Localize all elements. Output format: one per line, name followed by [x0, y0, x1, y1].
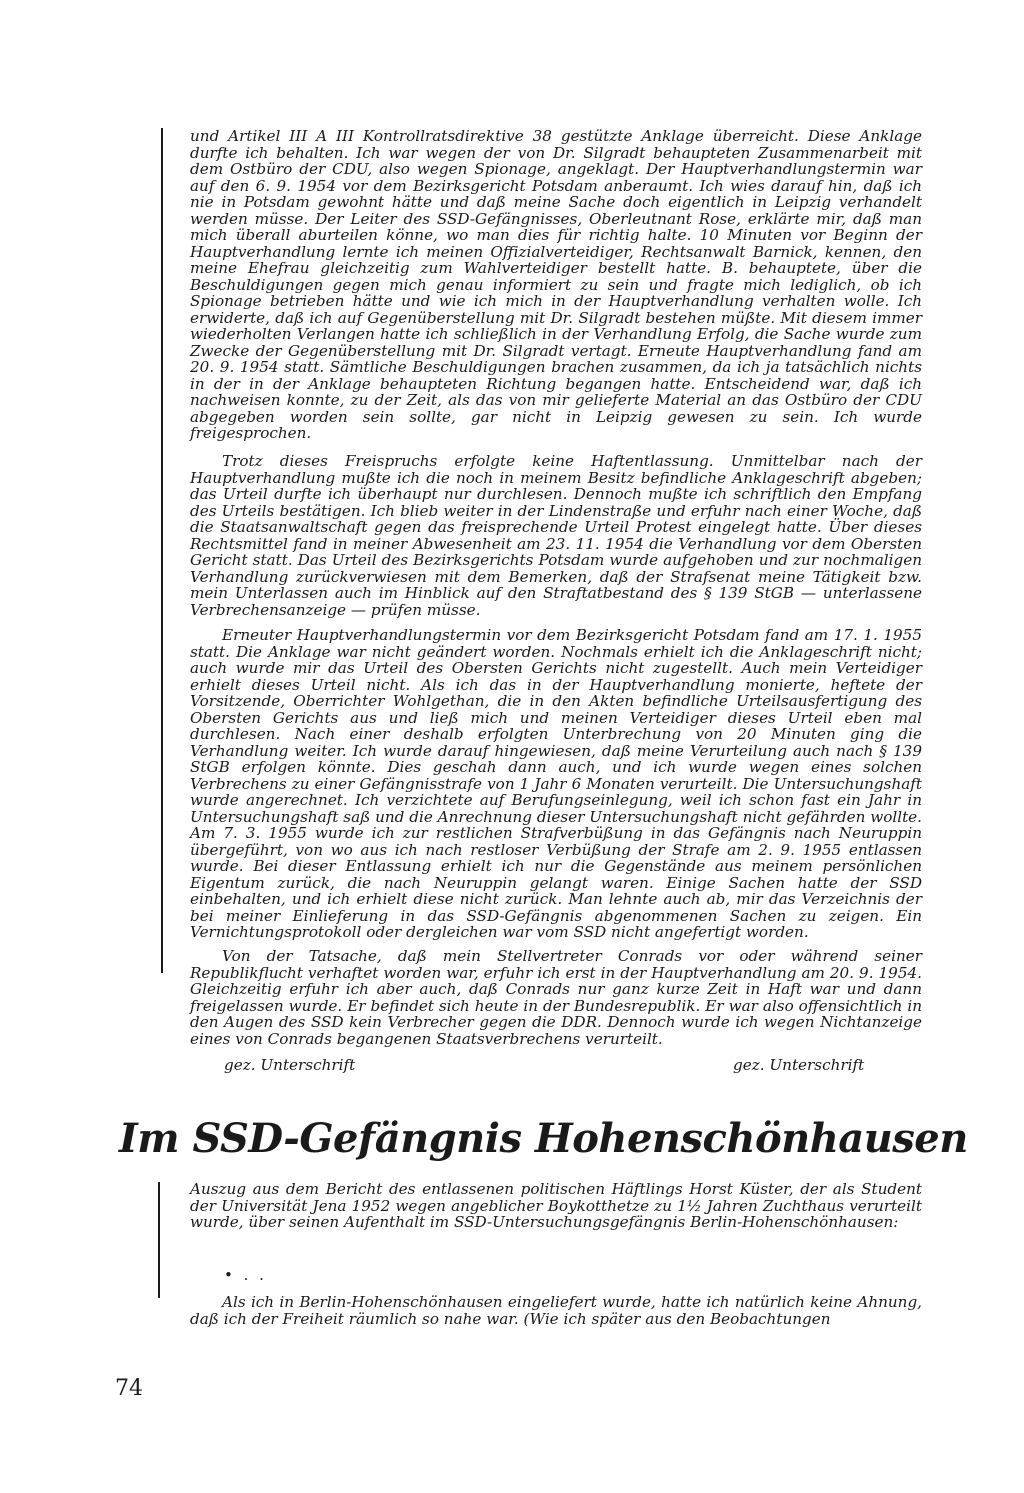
ellipsis-mark: • . .	[224, 1266, 267, 1284]
text-block-4	[190, 948, 922, 1047]
text-block-1	[190, 128, 922, 442]
margin-rule	[158, 1182, 160, 1298]
text-block-6	[190, 1294, 922, 1327]
paragraph: Erneuter Hauptverhandlungstermin vor dem Bezirksgericht Potsdam fand am 17. 1. 1955 statt. Die Anklage war nicht geändert worden. Nochmals erhielt ich die Anklageschrift nicht; auch wurde mir das Urteil des Obersten Gerichts nicht zugestellt. Auch mein Verteidiger erhielt dieses Urteil nicht. Als ich das in der Hauptverhandlung monierte, heftete der Vorsitzende, Oberrichter Wohlgethan, die in den Akten befindliche Urteilsausfertigung des Obersten Gerichts aus und ließ mich und meinen Verteidiger dieses Urteil eben mal durchlesen. Nach einer deshalb erfolgten Unterbrechung von 20 Minuten ging die Verhandlung weiter. Ich wurde darauf hingewiesen, daß meine Verurteilung auch nach § 139 StGB erfolgen könnte. Dies geschah dann auch, und ich wurde wegen eines solchen Verbrechens zu einer Gefängnisstrafe von 1 Jahr 6 Monaten verurteilt. Die Untersuchungshaft wurde angerechnet. Ich verzichtete auf Berufungseinlegung, weil ich schon fast ein Jahr in Untersuchungshaft saß und die Anrechnung dieser Untersuchungshaft nicht gefährden wollte. Am 7. 3. 1955 wurde ich zur restlichen Strafverbüßung in das Gefängnis nach Neuruppin übergeführt, von wo aus ich nach restloser Verbüßung der Strafe am 2. 9. 1955 entlassen wurde. Bei dieser Entlassung erhielt ich nur die Gegenstände aus meinem persönlichen Eigentum zurück, die nach Neuruppin gelangt waren. Einige Sachen hatte der SSD einbehalten, und ich erhielt diese nicht zurück. Man lehnte auch ab, mir das Verzeichnis der bei meiner Einlieferung in das SSD-Gefängnis abgenommenen Sachen zu zeigen. Ein Vernichtungsprotokoll oder dergleichen war vom SSD nicht angefertigt worden.	[190, 626, 922, 941]
intro-paragraph: Auszug aus dem Bericht des entlassenen politischen Häftlings Horst Küster, der als Student der Universität Jena 1952 wegen angeblicher Boykotthetze zu 1½ Jahren Zuchthaus verurteilt wurde, über seinen Aufenthalt im SSD-Untersuchungsgefängnis Berlin-Hohenschönhausen:	[190, 1180, 922, 1231]
margin-rule	[161, 128, 163, 973]
section-heading: Im SSD-Gefängnis Hohenschönhausen	[119, 1115, 968, 1162]
signature-right: gez. Unterschrift	[733, 1056, 865, 1074]
text-block-3	[190, 627, 922, 941]
signature-left: gez. Unterschrift	[224, 1056, 356, 1074]
paragraph: Von der Tatsache, daß mein Stellvertreter Conrads vor oder während seiner Republikflucht verhaftet worden war, erfuhr ich erst in der Hauptverhandlung am 20. 9. 1954. Gleichzeitig erfuhr ich aber auch, daß Conrads nur ganz kurze Zeit in Haft war und dann freigelassen wurde. Er befindet sich heute in der Bundesrepublik. Er war also offensichtlich in den Augen des SSD kein Verbrecher gegen die DDR. Dennoch wurde ich wegen Nichtanzeige eines von Conrads begangenen Staatsverbrechens verurteilt.	[190, 947, 922, 1048]
intro-block	[190, 1181, 922, 1231]
paragraph: Trotz dieses Freispruchs erfolgte keine Haftentlassung. Unmittelbar nach der Hauptverhandlung mußte ich die noch in meinem Besitz befindliche Anklageschrift abgeben; das Urteil durfte ich überhaupt nur durchlesen. Dennoch mußte ich schriftlich den Empfang des Urteils bestätigen. Ich blieb weiter in der Lindenstraße und erfuhr nach einer Woche, daß die Staatsanwaltschaft gegen das freisprechende Urteil Protest eingelegt hatte. Über dieses Rechtsmittel fand in meiner Abwesenheit am 23. 11. 1954 die Verhandlung vor dem Obersten Gericht statt. Das Urteil des Bezirksgerichts Potsdam wurde aufgehoben und zur nochmaligen Verhandlung zurückverwiesen mit dem Bemerken, daß der Strafsenat meine Tätigkeit bzw. mein Unterlassen auch im Hinblick auf den Straftatbestand des § 139 StGB — unterlassene Verbrechensanzeige — prüfen müsse.	[190, 452, 922, 619]
text-block-2	[190, 453, 922, 618]
page-number: 74	[115, 1376, 143, 1401]
paragraph: und Artikel III A III Kontrollratsdirektive 38 gestützte Anklage überreicht. Diese Anklage durfte ich behalten. Ich war wegen der von Dr. Silgradt behaupteten Zusammenarbeit mit dem Ostbüro der CDU, also wegen Spionage, angeklagt. Der Hauptverhandlungstermin war auf den 6. 9. 1954 vor dem Bezirksgericht Potsdam anberaumt. Ich wies darauf hin, daß ich nie in Potsdam gewohnt hätte und daß meine Sache doch eigentlich in Leipzig verhandelt werden müsse. Der Leiter des SSD-Gefängnisses, Oberleutnant Rose, erklärte mir, daß man mich überall aburteilen könne, wo man dies für richtig halte. 10 Minuten vor Beginn der Hauptverhandlung lernte ich meinen Offizialverteidiger, Rechtsanwalt Barnick, kennen, den meine Ehefrau gleichzeitig zum Wahlverteidiger bestellt hatte. B. behauptete, über die Beschuldigungen gegen mich genau informiert zu sein und fragte mich lediglich, ob ich Spionage betrieben hätte und wie ich mich in der Hauptverhandlung verhalten wolle. Ich erwiderte, daß ich auf Gegenüberstellung mit Dr. Silgradt bestehen müßte. Mit diesem immer wiederholten Verlangen hatte ich schließlich in der Verhandlung Erfolg, die Sache wurde zum Zwecke der Gegenüberstellung mit Dr. Silgradt vertagt. Erneute Hauptverhandlung fand am 20. 9. 1954 statt. Sämtliche Beschuldigungen brachen zusammen, da ich ja tatsächlich nichts in der in der Anklage behaupteten Richtung begangen hatte. Entscheidend war, daß ich nachweisen konnte, zu der Zeit, als das von mir gelieferte Material an das Ostbüro der CDU abgegeben worden sein sollte, gar nicht in Leipzig gewesen zu sein. Ich wurde freigesprochen.	[190, 127, 922, 442]
paragraph: Als ich in Berlin-Hohenschönhausen eingeliefert wurde, hatte ich natürlich keine Ahnung, daß ich der Freiheit räumlich so nahe war. (Wie ich später aus den Beobachtungen	[190, 1293, 922, 1328]
